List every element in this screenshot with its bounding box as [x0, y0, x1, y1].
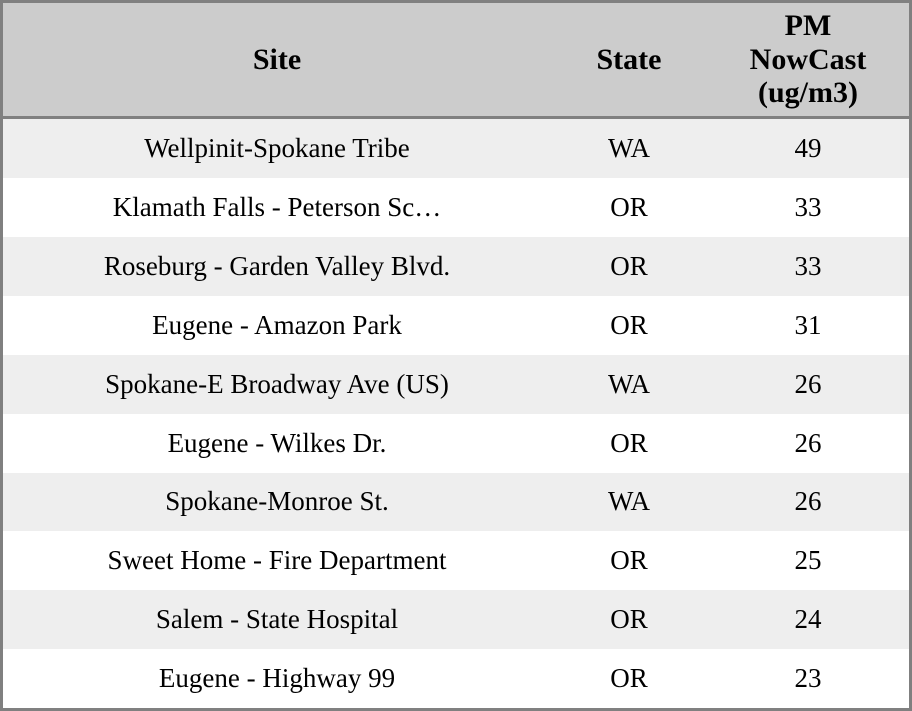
table-row — [3, 237, 909, 296]
column-header-pm-nowcast — [707, 3, 909, 117]
table-row — [3, 117, 909, 178]
table-row — [3, 531, 909, 590]
cell-state: OR — [551, 237, 707, 296]
cell-pm: 26 — [707, 473, 909, 532]
cell-site: Sweet Home - Fire Department — [3, 531, 551, 590]
cell-site: Eugene - Wilkes Dr. — [3, 414, 551, 473]
cell-site: Eugene - Amazon Park — [3, 296, 551, 355]
cell-site: Salem - State Hospital — [3, 590, 551, 649]
table-header-row — [3, 3, 909, 117]
cell-site: Wellpinit-Spokane Tribe — [3, 117, 551, 178]
cell-pm: 49 — [707, 117, 909, 178]
cell-pm: 24 — [707, 590, 909, 649]
table-row — [3, 296, 909, 355]
table-row — [3, 178, 909, 237]
cell-pm: 26 — [707, 414, 909, 473]
table-row — [3, 590, 909, 649]
cell-site: Klamath Falls - Peterson Sc… — [3, 178, 551, 237]
cell-state: OR — [551, 531, 707, 590]
table-row — [3, 473, 909, 532]
cell-state: OR — [551, 296, 707, 355]
table-row — [3, 649, 909, 708]
cell-pm: 26 — [707, 355, 909, 414]
cell-site: Eugene - Highway 99 — [3, 649, 551, 708]
air-quality-table — [3, 3, 909, 708]
cell-site: Spokane-E Broadway Ave (US) — [3, 355, 551, 414]
cell-state: WA — [551, 473, 707, 532]
cell-state: OR — [551, 178, 707, 237]
column-header-site: Site — [3, 3, 551, 117]
table-row — [3, 414, 909, 473]
cell-state: OR — [551, 414, 707, 473]
cell-site: Spokane-Monroe St. — [3, 473, 551, 532]
cell-pm: 31 — [707, 296, 909, 355]
cell-pm: 33 — [707, 178, 909, 237]
column-header-pm-line3: (ug/m3) — [758, 76, 858, 110]
column-header-pm-line1: PM — [784, 9, 832, 42]
cell-state: OR — [551, 649, 707, 708]
cell-pm: 23 — [707, 649, 909, 708]
table-row — [3, 355, 909, 414]
cell-pm: 33 — [707, 237, 909, 296]
table-body — [3, 117, 909, 708]
table-header — [3, 3, 909, 117]
column-header-state: State — [551, 3, 707, 117]
cell-state: WA — [551, 355, 707, 414]
cell-state: OR — [551, 590, 707, 649]
cell-pm: 25 — [707, 531, 909, 590]
cell-site: Roseburg - Garden Valley Blvd. — [3, 237, 551, 296]
column-header-pm-line2: NowCast — [749, 42, 867, 76]
cell-state: WA — [551, 117, 707, 178]
